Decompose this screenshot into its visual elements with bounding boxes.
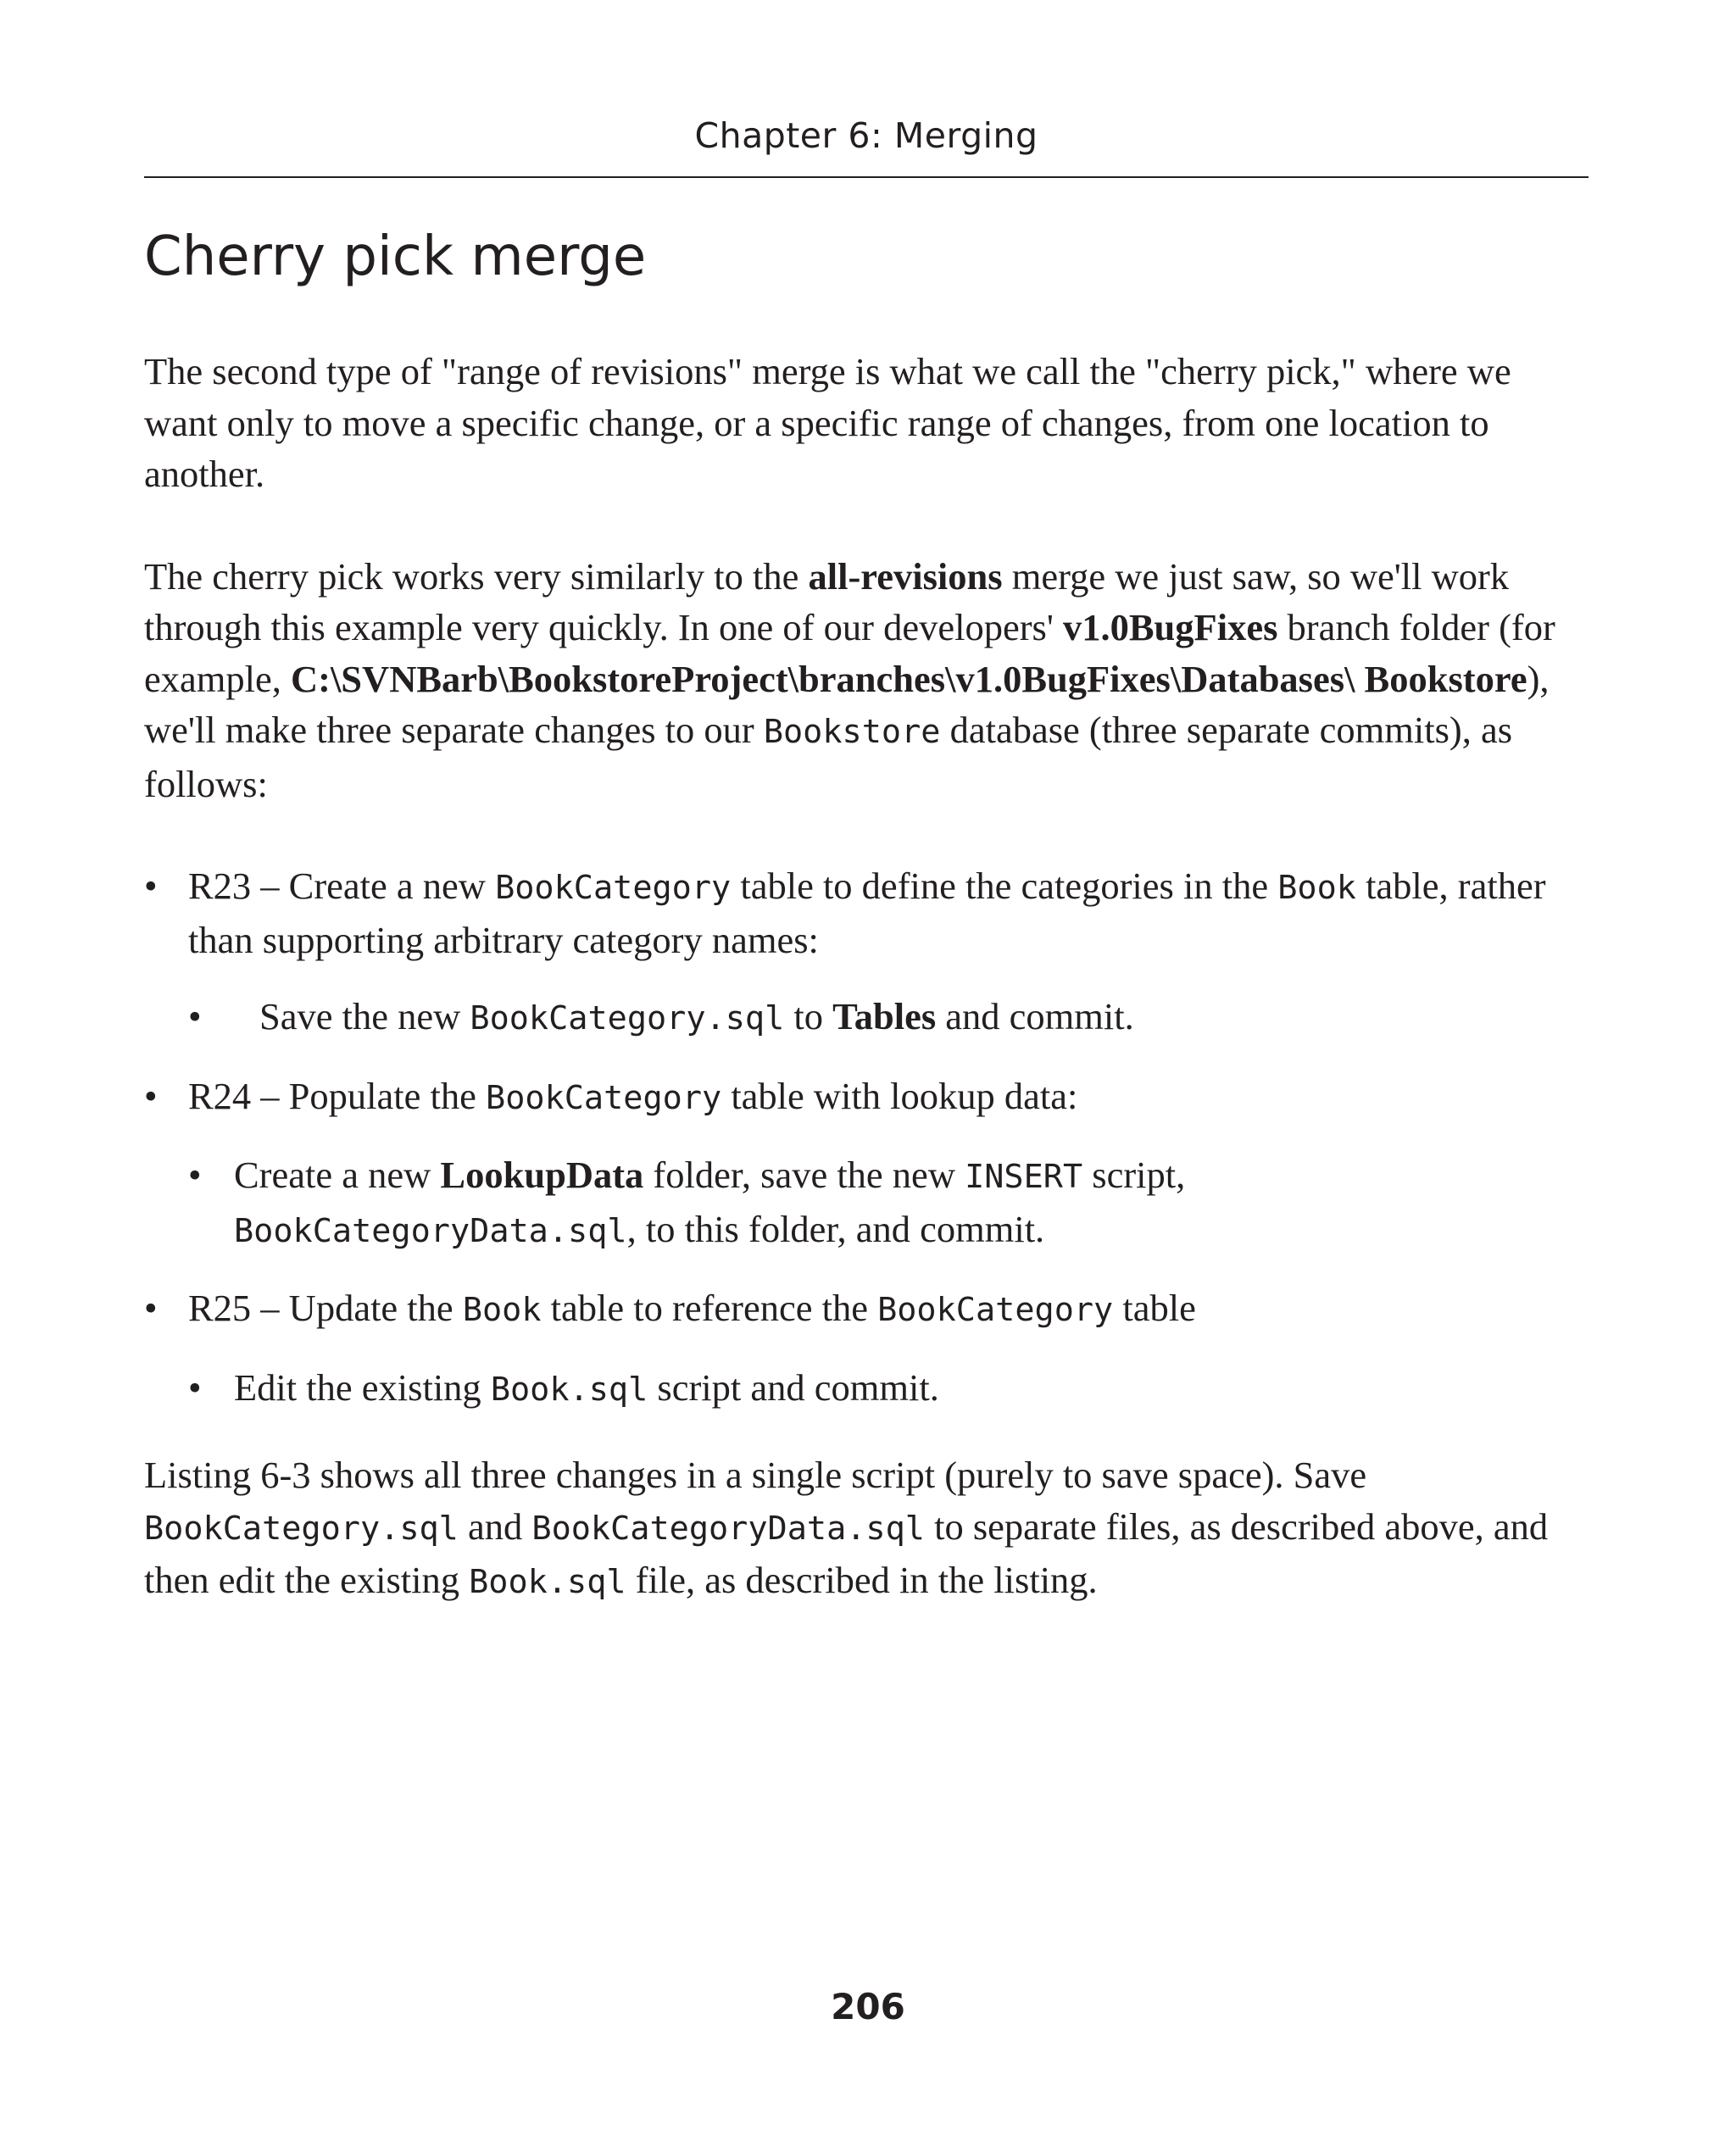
text-run: R24 – Populate the — [188, 1074, 487, 1117]
text-run: ), we'll make three separate changes to our — [144, 657, 1550, 751]
paragraph-intro: The second type of "range of revisions" merge is what we call the "cherry pick," where we want only to move a specific change, or a specific range of changes, from one location to another. — [144, 350, 1511, 495]
text-run: to — [784, 995, 833, 1037]
sub-item-save-bookcategory — [188, 991, 1589, 1045]
code-bookstore: Bookstore — [763, 713, 941, 751]
text-run: and commit. — [936, 995, 1134, 1037]
code-bookcategory-sql: BookCategory.sql — [144, 1509, 459, 1548]
code-book: Book — [1277, 869, 1356, 907]
text-run: The cherry pick works very similarly to the — [144, 554, 809, 598]
body-text — [144, 346, 1589, 1609]
term-branch-name: v1.0BugFixes — [1062, 606, 1278, 648]
sub-item-lookupdata — [188, 1149, 1589, 1257]
text-run: Create a new — [234, 1154, 441, 1196]
text-run: R25 – Update the — [188, 1287, 463, 1329]
text-run: file, as described in the listing. — [626, 1559, 1098, 1601]
header-rule — [144, 176, 1589, 178]
code-bookcategory: BookCategory — [495, 869, 732, 907]
sub-list — [188, 991, 1589, 1045]
code-book: Book — [462, 1291, 542, 1329]
list-item-r25 — [144, 1282, 1589, 1415]
sub-list — [188, 1149, 1589, 1257]
sub-item-edit-book-sql — [188, 1362, 1589, 1416]
list-item-r24 — [144, 1070, 1589, 1258]
text-run: table, rather than supporting arbitrary category names: — [188, 865, 1546, 961]
term-all-revisions: all-revisions — [808, 554, 1003, 598]
term-lookupdata: LookupData — [440, 1154, 644, 1196]
text-run: Save the new — [259, 995, 470, 1037]
text-run: merge we just saw, so we'll work through this example very quickly. In one of our developers' — [144, 554, 1510, 648]
code-bookcategorydata-sql: BookCategoryData.sql — [234, 1211, 627, 1250]
text-run: table to reference the — [541, 1287, 878, 1329]
code-book-sql: Book.sql — [469, 1563, 626, 1601]
text-run: , to this folder, and commit. — [626, 1207, 1045, 1250]
text-run: script and commit. — [648, 1365, 939, 1409]
section-title: Cherry pick merge — [144, 225, 647, 288]
revision-list — [144, 860, 1589, 1415]
page-number: 206 — [831, 1986, 905, 2027]
text-run: table — [1113, 1287, 1196, 1329]
text-run: script, — [1082, 1154, 1186, 1196]
indent-wrap — [234, 991, 1134, 1045]
sub-list — [188, 1362, 1589, 1416]
list-item-r23 — [144, 860, 1589, 1045]
folder-path: C:\SVNBarb\BookstoreProject\branches\v1.0BugFixes\Databases\ Bookstore — [290, 657, 1527, 700]
term-tables: Tables — [832, 995, 937, 1037]
text-run: branch folder (for example, — [144, 606, 1555, 700]
text-run: Edit the existing — [234, 1365, 491, 1409]
text-run: to separate files, as described above, and then edit the existing — [144, 1504, 1549, 1601]
running-head: Chapter 6: Merging — [694, 115, 1038, 156]
paragraph-cherry-pick — [144, 551, 1589, 810]
code-bookcategory: BookCategory — [877, 1291, 1114, 1329]
code-insert: INSERT — [965, 1158, 1083, 1196]
code-bookcategorydata-sql: BookCategoryData.sql — [531, 1509, 925, 1548]
code-bookcategory-sql: BookCategory.sql — [470, 999, 785, 1037]
text-run: database (three separate commits), as follows: — [144, 709, 1513, 805]
code-bookcategory: BookCategory — [486, 1078, 722, 1117]
code-book-sql: Book.sql — [490, 1370, 648, 1409]
text-run: Listing 6-3 shows all three changes in a single script (purely to save space). Save — [144, 1454, 1367, 1496]
text-run: and — [458, 1504, 532, 1548]
text-run: R23 – Create a new — [188, 865, 496, 907]
text-run: table to define the categories in the — [731, 865, 1278, 907]
text-run: table with lookup data: — [721, 1074, 1078, 1117]
text-run: folder, save the new — [643, 1154, 965, 1196]
paragraph-listing-note — [144, 1449, 1589, 1609]
